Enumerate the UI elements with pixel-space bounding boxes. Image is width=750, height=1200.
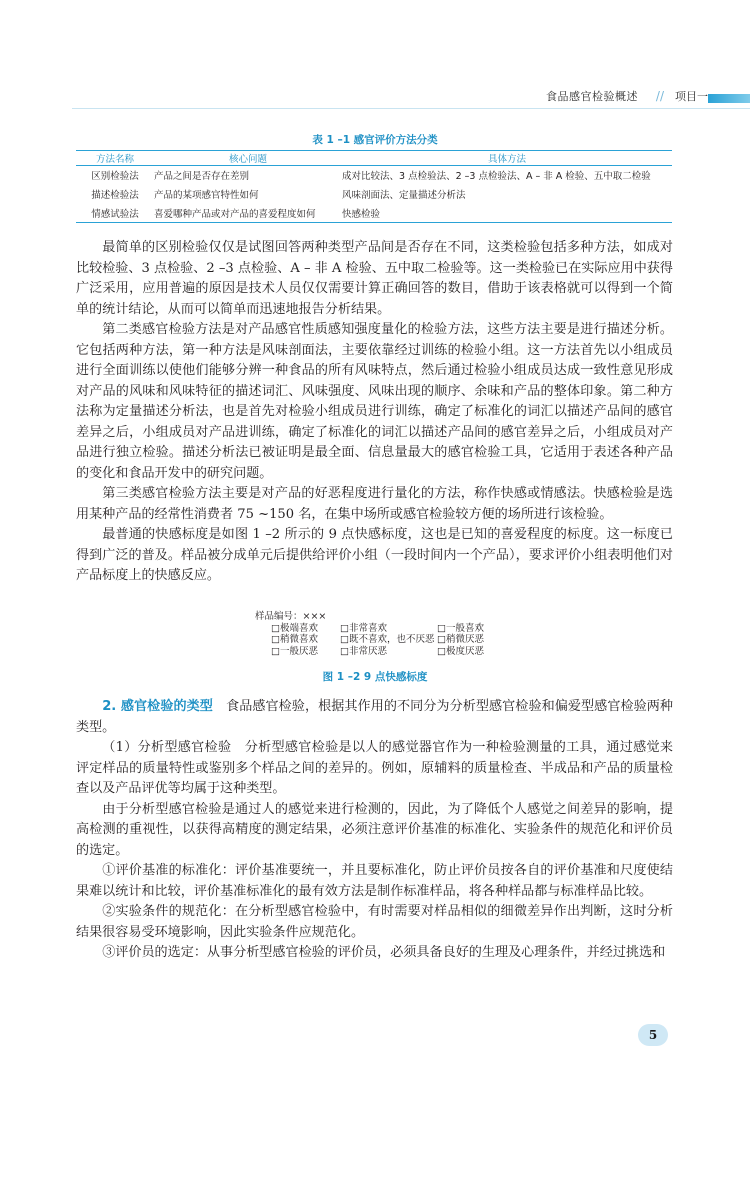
table-cell: 喜爱哪种产品或对产品的喜爱程度如何 [154,204,342,223]
table-header-cell: 核心问题 [154,151,342,166]
running-header [0,88,750,110]
scale-option: □一般喜欢 [437,622,484,634]
paragraph [76,697,673,738]
scale-row [255,623,515,635]
header-color-bar [708,94,750,103]
body-text-upper [76,238,673,587]
table-cell: 描述检验法 [91,190,139,201]
table-cell: 快感检验 [342,204,672,223]
scale-option: □一般厌恶 [271,645,318,657]
sample-code: 样品编号：××× [255,611,327,622]
scale-row [255,634,515,646]
header-rule [72,108,750,109]
table-cell: 风味剖面法、定量描述分析法 [342,190,466,201]
paragraph: ③评价员的选定：从事分析型感官检验的评价员，必须具备良好的生理及心理条件，并经过挑选和 [102,945,666,960]
table-cell: 产品之间是否存在差别 [154,171,250,183]
hedonic-scale-figure [255,611,515,657]
paragraph: 第三类感官检验方法主要是对产品的好恶程度进行量化的方法，称作快感或情感法。快感检验是选用某种产品的经常性消费者 75 ~150 名，在集中场所或感官检验较方便的场所进行该检验。 [76,486,673,522]
scale-row [255,646,515,658]
paragraph-text: 食品感官检验，根据其作用的不同分为分析型感官检验和偏爱型感官检验两种类型。 [76,699,674,735]
section-heading: 2. 感官检验的类型 [102,699,213,714]
table-row [76,185,672,204]
header-slash-divider: // [655,89,664,103]
paragraph: （1）分析型感官检验 分析型感官检验是以人的感觉器官作为一种检验测量的工具，通过感觉来评定样品的质量特性或鉴别多个样品之间的差异的。例如，原辅料的质量检查、半成品和产品的质量检查以及产品评优等均属于这种类型。 [76,740,673,796]
scale-option: □非常厌恶 [340,645,387,657]
table-cell: 区别检验法 [91,171,139,183]
table-row [76,204,672,223]
scale-option: □极度厌恶 [437,645,484,657]
book-title: 食品感官检验概述 [546,90,638,103]
scale-option: □稍微喜欢 [271,634,318,645]
table-cell: 成对比较法、3 点检验法、2 –3 点检验法、A – 非 A 检验、五中取二检验 [342,171,651,183]
table-header-cell: 具体方法 [342,151,672,166]
table-cell: 产品的某项感官特性如何 [154,190,259,201]
table-row [76,166,672,185]
body-text-lower [76,697,673,964]
scale-option: □稍微厌恶 [437,634,484,645]
table-caption: 表 1 –1 感官评价方法分类 [312,134,438,146]
paragraph: ①评价基准的标准化：评价基准要统一，并且要标准化，防止评价员按各自的评价基准和尺度使结果难以统计和比较，评价基准标准化的最有效方法是制作标准样品，将各种样品都与标准样品比较。 [76,863,673,899]
paragraph: ②实验条件的规范化：在分析型感官检验中，有时需要对样品相似的细微差异作出判断，这时分析结果很容易受环境影响，因此实验条件应规范化。 [76,904,673,940]
paragraph: 由于分析型感官检验是通过人的感觉来进行检测的，因此，为了降低个人感觉之间差异的影响，提高检测的重视性，以获得高精度的测定结果，必须注意评价基准的标准化、实验条件的规范化和评价员的选定。 [76,801,673,858]
scale-option: □既不喜欢，也不厌恶 [340,634,435,645]
scale-option: □非常喜欢 [340,622,387,634]
table-cell: 情感试验法 [76,204,154,223]
table-header-cell: 方法名称 [76,151,154,166]
scale-option: □极端喜欢 [271,622,318,634]
page-number: 5 [638,1024,668,1046]
paragraph: 第二类感官检验方法是对产品感官性质感知强度量化的检验方法，这些方法主要是进行描述分析。它包括两种方法，第一种方法是风味剖面法，主要依靠经过训练的检验小组。这一方法首先以小组成员进行全面训练以使他们能够分辨一种食品的所有风味特点，然后通过检验小组成员达成一致性意见形成对产品的风味和风味特征的描述词汇、风味强度、风味出现的顺序、余味和产品的整体印象。第二种方法称为定量描述分析法，也是首先对检验小组成员进行训练，确定了标准化的词汇以描述产品间的感官差异之后，小组成员对产品进训练，确定了标准化的词汇以描述产品间的感官差异之后，小组成员对产品进行独立检验。描述分析法已被证明是最全面、信息量最大的感官检验工具，它适用于表述各种产品的变化和食品开发中的研究问题。 [76,322,673,481]
methods-table [76,150,672,223]
project-label: 项目一 [675,90,708,103]
paragraph: 最普通的快感标度是如图 1 –2 所示的 9 点快感标度，这也是已知的喜爱程度的标度。这一标度已得到广泛的普及。样品被分成单元后提供给评价小组（一段时间内一个产品），要求评价小组表明他们对产品标度上的快感反应。 [76,527,673,583]
figure-caption: 图 1 –2 9 点快感标度 [322,671,428,683]
table-header-row [76,151,672,166]
paragraph: 最简单的区别检验仅仅是试图回答两种类型产品间是否存在不同，这类检验包括多种方法，如成对比较检验、3 点检验、2 –3 点检验、A – 非 A 检验、五中取二检验等。这一类检验已在实际应用中获得广泛采用，应用普遍的原因是技术人员仅仅需要计算正确回答的数目，借助于该表格就可以得到一个简单的统计结论，从而可以简单而迅速地报告分析结果。 [76,240,673,317]
